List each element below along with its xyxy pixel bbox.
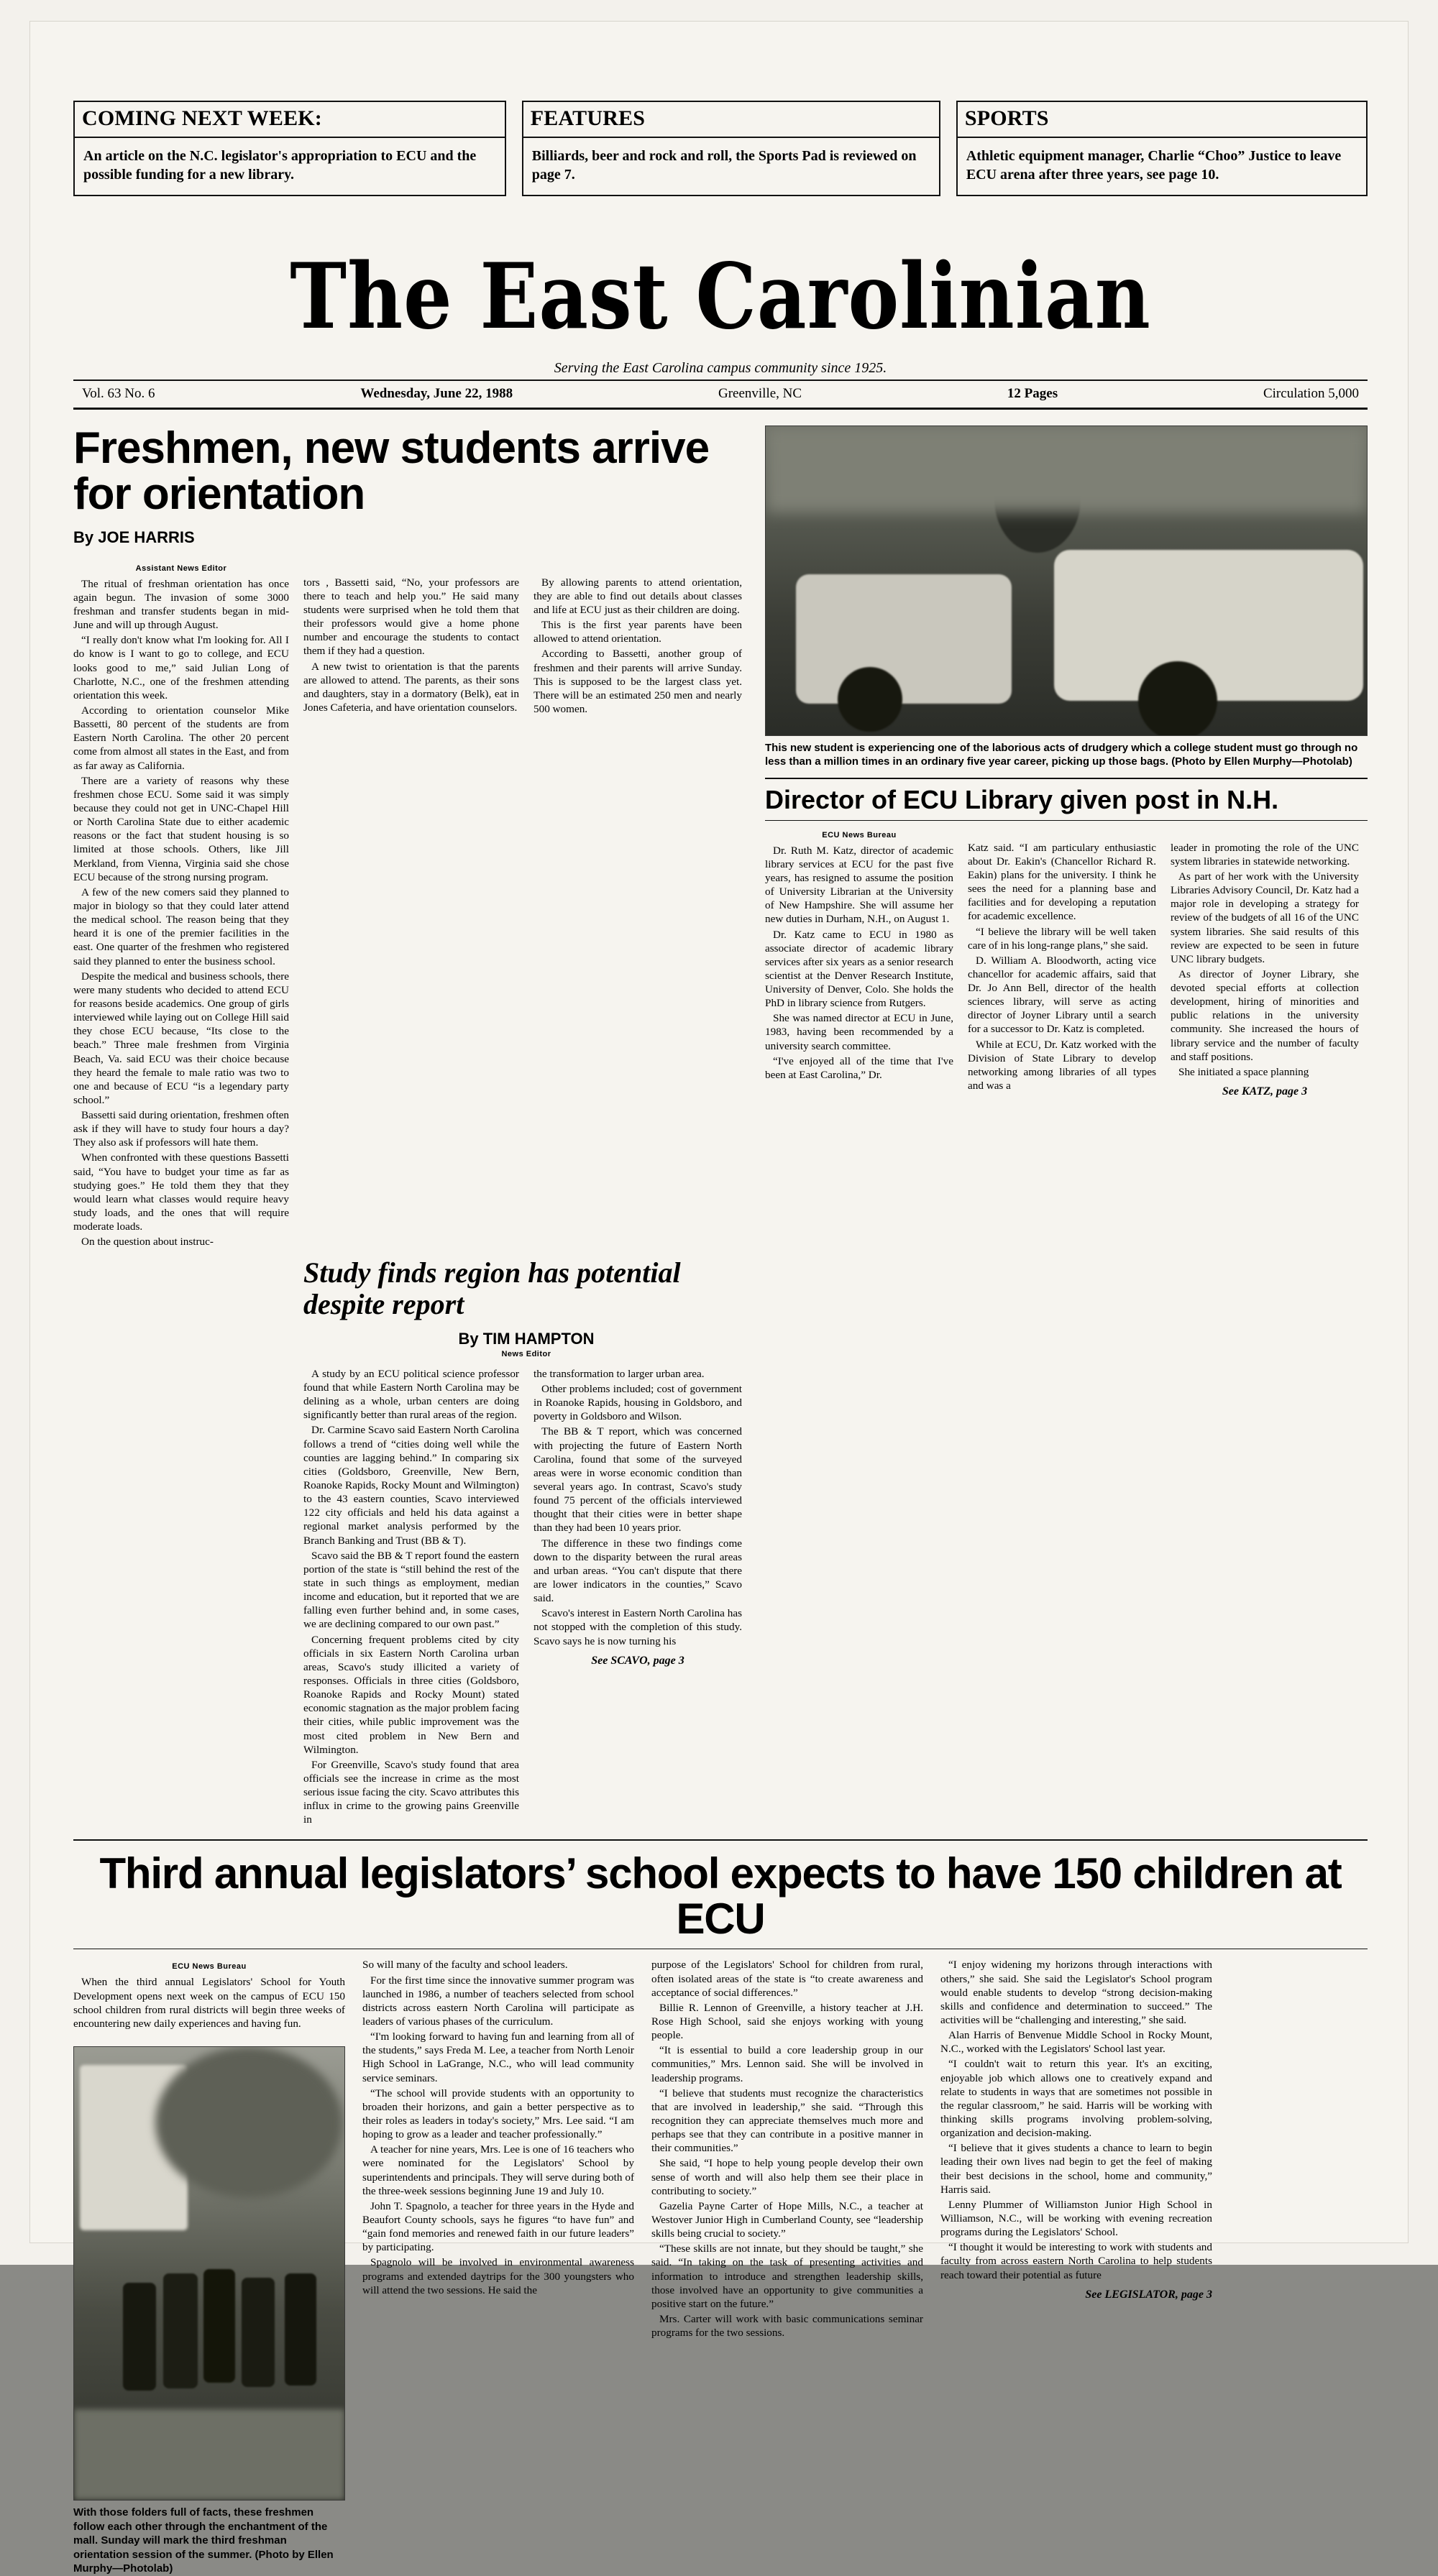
teaser-heading: FEATURES	[523, 102, 939, 138]
lead-col3-text	[533, 576, 742, 716]
katz-divider-2	[765, 820, 1368, 821]
paragraph: the transformation to larger urban area.	[533, 1367, 705, 1380]
legislator-kicker: ECU News Bureau	[172, 1962, 247, 1972]
place-of-publication: Greenville, NC	[718, 385, 802, 401]
photo-ground	[74, 2409, 344, 2500]
katz-col2-text	[968, 841, 1156, 1093]
paragraph: The ritual of freshman orientation has once again begun. The invasion of some 3000 freshman and transfer students began in mid-June and will up through August.	[73, 577, 289, 632]
scavo-spacer	[73, 1257, 289, 1362]
paragraph: She initiated a space planning	[1178, 1065, 1309, 1078]
scavo-headline: Study finds region has potential despite report	[303, 1256, 681, 1320]
paragraph: Spagnolo will be involved in environmental awareness programs and extended daytrips for the 300 youngsters who will attend the two sessions. He said the	[362, 2256, 634, 2296]
photo-wheel-right	[1138, 661, 1217, 736]
legislator-column-1-wrap	[73, 1958, 345, 2575]
paragraph: According to Bassetti, another group of freshmen and their parents will arrive Sunday. This is supposed to be the largest class yet. There will be an estimated 250 men and nearly 500 women.	[533, 648, 742, 715]
paragraph: Scavo said the BB & T report found the eastern portion of the state is “still behind the rest of the state in such things as employment, median income and education, but it reported that we are falling even further behind and, in some cases, we are declining compared to our own past.”	[303, 1549, 519, 1631]
katz-kicker: ECU News Bureau	[822, 830, 897, 840]
paragraph: Billie R. Lennon of Greenville, a history teacher at J.H. Rose High School, said she enjoys working with young people.	[651, 2001, 923, 2042]
paragraph: A new twist to orientation is that the parents are allowed to attend. The parents, as their sons and daughters, stay in a dormatory (Belk), eat in Jones Cafeteria, and have orientation counselors.	[303, 660, 519, 714]
lead-story-block	[73, 423, 1368, 1828]
teaser-body: Billiards, beer and rock and roll, the Sports Pad is reviewed on page 7.	[531, 148, 917, 183]
paragraph: tors , Bassetti said, “No, your professors are there to teach and help you.” He said many students were surprised when he told them that their professors would give a home phone number and encourage the students to contact them if they had a question.	[303, 576, 519, 658]
lead-kicker: Assistant News Editor	[135, 564, 227, 573]
photo-car-left	[796, 574, 1012, 704]
paragraph: “I enjoy widening my horizons through interactions with others,” she said. She said the Legislator's School program would enable students to develop “strong decision-making skills and confidence and determination to succeed.” The activities will be “challenging and interesting,” she said.	[940, 1959, 1212, 2027]
photo-treeline	[766, 426, 1367, 512]
photo-caption-top: This new student is experiencing one of the laborious acts of drudgery which a college student must go through no less than a million times in an ordinary five year career, picking up those bags. (Photo by Ellen Murphy—Photolab)	[765, 741, 1358, 768]
paragraph: “I believe the library will be well taken care of in his long-range plans,” she said.	[968, 925, 1156, 952]
lead-story-text-area	[73, 423, 749, 1828]
photo-wheel-left	[838, 667, 902, 732]
paragraph: The BB & T report, which was concerned with projecting the future of Eastern North Carolina, found that some of the surveyed areas were in worse economic condition than several years ago. In contrast, Scavo's study found 75 percent of the officials interviewed thought that their cities were in better shape than they had been 10 years prior.	[533, 1425, 742, 1535]
volume-issue: Vol. 63 No. 6	[82, 385, 155, 401]
scavo-col2-text	[533, 1367, 742, 1828]
scavo-byline: By TIM HAMPTON	[458, 1329, 595, 1348]
paragraph: purpose of the Legislators' School for children from rural, often isolated areas of the state is “to create awareness and acceptance of social differences.”	[651, 1959, 923, 1999]
paragraph: “The school will provide students with an opportunity to broaden their horizons, and gain a better perspective as to their roles as leaders in today's society,” Mrs. Lee said. “I am hoping to grow as a leader and teacher professionally.”	[362, 2087, 634, 2141]
scavo-col1-text	[303, 1367, 519, 1828]
paragraph: A study by an ECU political science professor found that while Eastern North Carolina may be delining as a whole, urban centers are doing significantly better than rural areas of the region.	[303, 1367, 519, 1422]
katz-jumpline: See KATZ, page 3	[1222, 1085, 1308, 1098]
photo-freshmen-on-mall	[73, 2046, 345, 2501]
legislator-col1-text	[73, 1975, 345, 2030]
paragraph: “I really don't know what I'm looking for. All I do know is I want to go to college, and ECU looks good to me,” said Julian Long of Charlotte, N.C., one of the freshmen attending orientation this week.	[73, 634, 289, 702]
lead-column-1	[73, 560, 289, 1251]
lead-headline: Freshmen, new students arrive for orientation	[73, 423, 710, 520]
paragraph: She said, “I hope to help young people develop their own sense of worth and will also help them see their place in contributing to society.”	[651, 2157, 923, 2197]
katz-col3-text	[1171, 841, 1359, 1100]
paragraph: Scavo's interest in Eastern North Carolina has not stopped with the completion of this study. Scavo says he is now turning his	[533, 1607, 742, 1647]
photo-person	[203, 2269, 235, 2383]
lead-col1-text	[73, 577, 289, 1249]
katz-column-2	[968, 827, 1156, 1100]
lead-columns	[73, 560, 749, 1251]
paragraph: Katz said. “I am particulary enthusiastic about Dr. Eakin's (Chancellor Richard R. Eakin) plans for the university. I think he sees the need for a planning base and facilities and for developing a reputation for academic excellence.	[968, 841, 1156, 923]
scavo-kicker: News Editor	[501, 1349, 551, 1358]
scavo-head-area	[303, 1257, 749, 1362]
katz-columns	[765, 827, 1368, 1100]
newspaper-title: The East Carolinian	[290, 242, 1151, 349]
paragraph: The difference in these two findings come down to the disparity between the rural areas and urban areas. “You can't dispute that there are lower indicators in the counties,” Scavo said.	[533, 1537, 742, 1605]
paragraph: There are a variety of reasons why these freshmen chose ECU. Some said it was simply because they could not get in UNC-Chapel Hill or North Carolina State due to either academic reasons or the fact that student housing is so limited at those schools. Others, like Jill Merkland, from Vienna, Virginia said she chose ECU because of the strong nursing program.	[73, 774, 289, 883]
paragraph: This is the first year parents have been allowed to attend orientation.	[533, 619, 742, 645]
scavo-jumpline: See SCAVO, page 3	[591, 1654, 684, 1667]
masthead	[73, 242, 1368, 410]
circulation: Circulation 5,000	[1263, 385, 1359, 401]
top-teaser-bar	[73, 101, 1368, 196]
teaser-box-features	[522, 101, 940, 196]
paragraph: Dr. Katz came to ECU in 1980 as associate director of academic library services after six years as a senior research scientist at the Denver Research Institute, University of Denver, Colo. She holds the PhD in library science from Rutgers.	[765, 928, 953, 1010]
paragraph: Dr. Carmine Scavo said Eastern North Carolina follows a trend of “cities doing well while the counties are lagging behind.” In comparing six cities (Goldsboro, Greenville, New Bern, Roanoke Rapids, Rocky Mount and Wilmington) to the 43 eastern counties, Scavo interviewed 122 city officials and held his data against a regional market analysis performed by the Branch Banking and Trust (BB & T).	[303, 1424, 519, 1547]
paragraph: Bassetti said during orientation, freshmen often ask if they will have to study four hours a day? They also ask if professors will hate them.	[73, 1109, 289, 1149]
paragraph: Dr. Ruth M. Katz, director of academic library services at ECU for the past five years, has resigned to assume the position of University Librarian at the University of New Hampshire. She will assume her new duties in Durham, N.H., on August 1.	[765, 844, 953, 926]
scavo-story-block	[73, 1257, 749, 1362]
paragraph: By allowing parents to attend orientation, they are able to find out details about classes and life at ECU just as their children are doing.	[533, 576, 742, 616]
paragraph: A teacher for nine years, Mrs. Lee is one of 16 teachers who were nominated for the Legislators' School by superintendents and principals. They will serve during both of the three-week sessions beginning June 19 and July 10.	[362, 2143, 634, 2197]
lead-byline: By JOE HARRIS	[73, 528, 195, 546]
katz-divider	[765, 778, 1368, 779]
paper-sheet	[30, 22, 1408, 2575]
scavo-spacer-2	[73, 1367, 289, 1828]
teaser-heading: COMING NEXT WEEK:	[75, 102, 505, 138]
paragraph: While at ECU, Dr. Katz worked with the Division of State Library to develop networking among libraries of all types and was a	[968, 1038, 1156, 1092]
masthead-tagline: Serving the East Carolina campus community since 1925.	[554, 359, 887, 376]
legislator-col2-text	[362, 1958, 634, 2575]
paragraph: Gazelia Payne Carter of Hope Mills, N.C., a teacher at Westover Junior High in Cumberland County, see “leadership skills being crucial to society.”	[651, 2199, 923, 2240]
paragraph: “I believe that students must recognize the characteristics that are involved in leadership,” she said. “Through this recognition they can appreciate themselves much more and perhaps see that they can contribute in a positive manner in their communities.”	[651, 2087, 923, 2155]
paragraph: On the question about instruc-	[81, 1236, 214, 1248]
teaser-box-coming-next-week	[73, 101, 506, 196]
scavo-columns	[73, 1367, 749, 1828]
photo-person	[242, 2278, 275, 2387]
katz-col1-text	[765, 844, 953, 1082]
paragraph: Mrs. Carter will work with basic communications seminar programs for the two sessions.	[651, 2313, 923, 2340]
page-content	[73, 101, 1368, 2576]
legislator-col4-text	[940, 1958, 1212, 2575]
paragraph: A few of the new comers said they planned to major in biology so that they could later attend the medical school. The reason being that they heard it is one of the premier facilities in the east. One quarter of the freshmen who registered said they planned to enter the business school.	[73, 886, 289, 967]
paragraph: So will many of the faculty and school leaders.	[362, 1959, 568, 1972]
paragraph: “I thought it would be interesting to work with students and faculty from across eastern North Carolina to help students reach toward their potential as future	[940, 2241, 1212, 2281]
paragraph: When confronted with these questions Bassetti said, “You have to budget your time as far as studying goes.” He told them they that they would learn what classes would require heavy study loads, and the ones that will require moderate loads.	[73, 1151, 289, 1233]
legislator-headline: Third annual legislators’ school expects to have 150 children at ECU	[99, 1849, 1342, 1944]
paragraph: “I couldn't wait to return this year. It's an exciting, enjoyable job which allows one to creatively expand and relate to students in ways that are sometimes not possible in the regular classroom,” he said. Harris will be working with thinking skills programs involving problem-solving, organization and decision-making.	[940, 2058, 1212, 2140]
issue-date: Wednesday, June 22, 1988	[360, 385, 513, 401]
photo-person	[163, 2273, 198, 2388]
paragraph: As director of Joyner Library, she devoted special efforts at collection development, hiring of minorities and public relations in the university community. She increased the hours of library service and the number of faculty and staff positions.	[1171, 967, 1359, 1063]
katz-headline: Director of ECU Library given post in N.H.	[765, 784, 1279, 814]
teaser-body: An article on the N.C. legislator's appropriation to ECU and the possible funding for a new library.	[83, 148, 477, 183]
paragraph: When the third annual Legislators' School for Youth Development opens next week on the campus of ECU 150 school children from rural districts will begin three weeks of encountering new daily experiences and having fun.	[73, 1976, 345, 2030]
paragraph: Lenny Plummer of Williamston Junior High School in Williamson, N.C., will be working with evening recreation programs during the Legislators' School.	[940, 2198, 1212, 2239]
paragraph: “These skills are not innate, but they should be taught,” she said. “In taking on the task of presenting activities and information to introduce and strengthen leadership skills, those involved have an opportunity to give communities a positive start on the future.”	[651, 2242, 923, 2310]
paragraph: “I'm looking forward to having fun and learning from all of the students,” says Freda M. Lee, a teacher from North Lenoir High School in LaGrange, N.C., who will lead community service seminars.	[362, 2030, 634, 2084]
photo-person	[285, 2273, 316, 2386]
teaser-box-sports	[956, 101, 1368, 196]
paragraph: Despite the medical and business schools, there were many students who decided to attend ECU for reasons beside academics. One group of girls interviewed while laying out on College Hill said they chose ECU because, “Its close to the beach.” Three male freshmen from Virginia Beach, Va. said ECU was their choice because they heard the female to male ratio was two to one and because of ECU “is a legendary party school.”	[73, 970, 289, 1106]
paragraph: “I believe that it gives students a chance to learn to begin leading their own lives nad begin to get the feel of making their best decisions in the school, home and community,” Harris said.	[940, 2142, 1212, 2196]
teaser-body: Athletic equipment manager, Charlie “Choo” Justice to leave ECU arena after three years, see page 10.	[966, 148, 1342, 183]
right-column-area	[765, 426, 1368, 1828]
lead-col2-text	[303, 576, 519, 714]
legislator-jumpline: See LEGISLATOR, page 3	[1085, 2288, 1212, 2301]
teaser-heading: SPORTS	[958, 102, 1366, 138]
paragraph: She was named director at ECU in June, 1983, having been recommended by a university search committee.	[765, 1012, 953, 1052]
paragraph: For the first time since the innovative summer program was launched in 1986, a number of teachers selected from school districts across eastern North Carolina will participate as leaders of various phases of the curriculum.	[362, 1974, 634, 2028]
paragraph: John T. Spagnolo, a teacher for three years in the Hyde and Beaufort County schools, says he figures “to have fun” and “gain fond memories and renewed faith in our future leaders” by participating.	[362, 2199, 634, 2254]
paragraph: As part of her work with the University Libraries Advisory Council, Dr. Katz had a major role in developing a strategy for review of the budgets of all 16 of the UNC system libraries. She said results of this review are expected to be seen in future UNC library budgets.	[1171, 870, 1359, 965]
paragraph: D. William A. Bloodworth, acting vice chancellor for academic affairs, said that Dr. Jo Ann Bell, director of the health sciences library, will serve as acting director of Joyner Library until a search for a successor to Dr. Katz is completed.	[968, 954, 1156, 1036]
page-count: 12 Pages	[1007, 385, 1058, 401]
paragraph: “I've enjoyed all of the time that I've been at East Carolina,” Dr.	[765, 1054, 953, 1081]
paragraph: For Greenville, Scavo's study found that area officials see the increase in crime as the most serious issue facing the city. Scavo attributes this influx in crime to the growing pains Greenville in	[303, 1758, 519, 1826]
lead-column-2	[303, 560, 519, 1251]
lead-column-3	[533, 560, 742, 1251]
legislator-col3-text	[651, 1958, 923, 2575]
paragraph: Other problems included; cost of government in Roanoke Rapids, housing in Goldsboro, and poverty in Goldsboro and Wilson.	[533, 1382, 742, 1423]
photo-tree-canopy	[155, 2047, 342, 2198]
photo-student-unloading-car	[765, 426, 1368, 736]
paragraph: Concerning frequent problems cited by city officials in six Eastern North Carolina urban areas, Scavo's study illicited a variety of responses. Officials in three cities (Goldsboro, Roanoke Rapids and Rocky Mount) stated economic stagnation as the major problem facing their cities, while public improvement was the most cited problem in New Bern and Wilmington.	[303, 1633, 519, 1756]
photo-person	[123, 2283, 156, 2391]
masthead-info-line	[73, 381, 1368, 410]
legislator-and-photo-block	[73, 1958, 1368, 2575]
photo-caption-bottom: With those folders full of facts, these freshmen follow each other through the enchantment of the mall. Sunday will mark the third freshman orientation session of the summer. (Photo by Ellen Murphy—Photolab)	[73, 2506, 334, 2575]
paragraph: According to orientation counselor Mike Bassetti, 80 percent of the students are from Eastern North Carolina. The other 20 percent come from almost all states in the East, and from as far away as California.	[73, 704, 289, 772]
paragraph: “It is essential to build a core leadership group in our communities,” Mrs. Lennon said. She will be involved in leadership programs.	[651, 2044, 923, 2084]
katz-column-1	[765, 827, 953, 1100]
paragraph: leader in promoting the role of the UNC system libraries in statewide networking.	[1171, 841, 1359, 868]
paragraph: Alan Harris of Benvenue Middle School in Rocky Mount, N.C., worked with the Legislators' School last year.	[940, 2029, 1212, 2056]
legislator-divider-top	[73, 1839, 1368, 1841]
katz-column-3	[1171, 827, 1359, 1100]
